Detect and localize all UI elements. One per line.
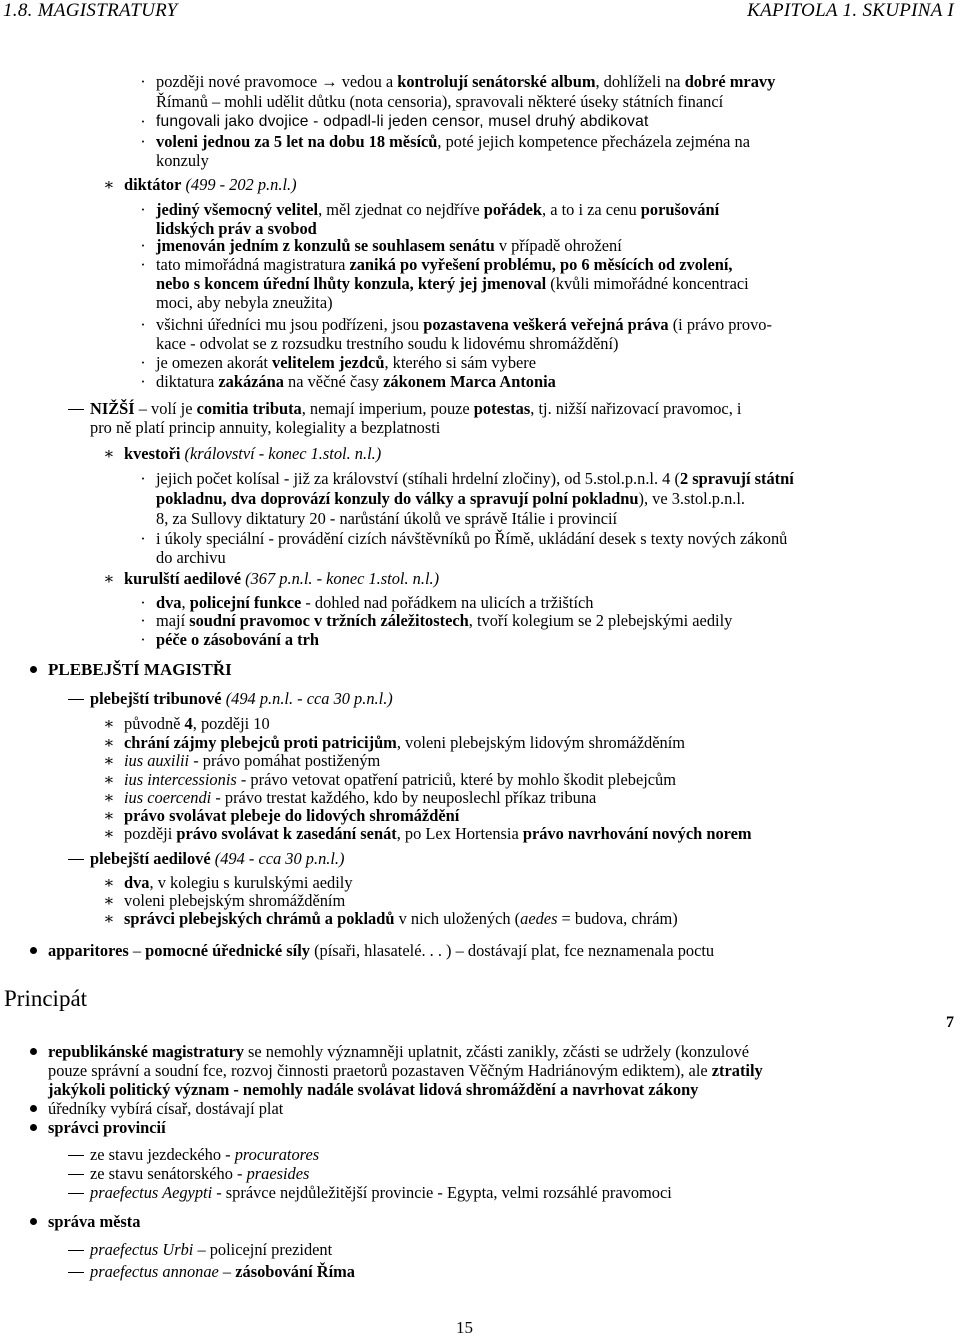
- bullet-marker: [30, 1105, 37, 1112]
- dot-marker: [137, 529, 149, 548]
- margin-number: 7: [946, 1014, 954, 1031]
- text-line: lidských práv a svobod: [156, 219, 317, 238]
- text-line: jediný všemocný velitel, měl zjednat co nejdříve pořádek, a to i za cenu porušování: [156, 200, 720, 219]
- text-line: ius auxilii - právo pomáhat postiženým: [124, 751, 381, 770]
- asterisk-marker: [103, 770, 115, 789]
- text-line: později nové pravomoce → vedou a kontrolují senátorské album, dohlíželi na dobré mravy: [156, 72, 776, 91]
- text-line: Římanů – mohli udělit důtku (nota censoria), spravovali některé úseky státních financí: [156, 92, 724, 111]
- text-line: je omezen akorát velitelem jezdců, kterého si sám vybere: [156, 353, 537, 372]
- text-line: voleni jednou za 5 let na dobu 18 měsíců, poté jejich kompetence přecházela zejména na: [156, 132, 751, 151]
- text-line: konzuly: [156, 151, 209, 170]
- dot-marker: [137, 315, 149, 334]
- text-line: všichni úředníci mu jsou podřízeni, jsou pozastavena veškerá veřejná práva (i právo provo-: [156, 315, 772, 334]
- text-line: apparitores – pomocné úřednické síly (písaři, hlasatelé. . . ) – dostávají plat, fce neznamenala poctu: [48, 941, 715, 960]
- dash-marker: [68, 1193, 84, 1194]
- subheading-kurulsti-aedilove: kurulští aedilové (367 p.n.l. - konec 1.stol. n.l.): [124, 569, 440, 588]
- asterisk-marker: [103, 788, 115, 807]
- dash-marker: [68, 1272, 84, 1273]
- subheading-kvestori: kvestoři (království - konec 1.stol. n.l.): [124, 444, 382, 463]
- subheading-tribunove: plebejští tribunové (494 p.n.l. - cca 30 p.n.l.): [90, 689, 393, 708]
- text-line: mají soudní pravomoc v tržních záležitostech, tvoří kolegium se 2 plebejskými aedily: [156, 611, 733, 630]
- asterisk-marker: [103, 733, 115, 752]
- text-line: správci plebejských chrámů a pokladů v nich uložených (aedes = budova, chrám): [124, 909, 678, 928]
- section-heading-plebejsti: PLEBEJŠTÍ MAGISTŘI: [48, 660, 232, 679]
- text-line: ze stavu jezdeckého - procuratores: [90, 1145, 320, 1164]
- page-number: 15: [456, 1318, 473, 1337]
- text-line: dva, v kolegiu s kurulskými aedily: [124, 873, 353, 892]
- text-line: tato mimořádná magistratura zaniká po vyřešení problému, po 6 měsících od zvolení,: [156, 255, 733, 274]
- dot-marker: [137, 593, 149, 612]
- asterisk-marker: [103, 444, 115, 463]
- text-line: pouze správní a soudní fce, rozvoj činnosti praetorů pozastaven Věčným Hadriánovým ediktem), ale ztratily: [48, 1061, 763, 1080]
- dot-marker: [137, 630, 149, 649]
- text-line: chrání zájmy plebejců proti patricijům, voleni plebejským lidovým shromážděním: [124, 733, 686, 752]
- dot-marker: [137, 132, 149, 151]
- text-line: jmenován jedním z konzulů se souhlasem senátu v případě ohrožení: [156, 236, 622, 255]
- text-line: republikánské magistratury se nemohly významněji uplatnit, zčásti zanikly, zčásti se udržely (konzulové: [48, 1042, 750, 1061]
- text-line: diktatura zakázána na věčné časy zákonem Marca Antonia: [156, 372, 556, 391]
- dash-marker: [68, 859, 84, 860]
- bullet-marker: [30, 1048, 37, 1055]
- asterisk-marker: [103, 714, 115, 733]
- asterisk-marker: [103, 569, 115, 588]
- text-line: ius coercendi - právo trestat každého, kdo by neuposlechl příkaz tribuna: [124, 788, 597, 807]
- asterisk-marker: [103, 873, 115, 892]
- dot-marker: [137, 200, 149, 219]
- asterisk-marker: [103, 909, 115, 928]
- text-line: původně 4, později 10: [124, 714, 270, 733]
- asterisk-marker: [103, 175, 115, 194]
- section-title-principat: Principát: [4, 986, 88, 1011]
- asterisk-marker: [103, 824, 115, 843]
- text-line: jakýkoli politický význam - nemohly nadále svolávat lidová shromáždění a navrhovat zákony: [48, 1080, 699, 1099]
- text-line: dva, policejní funkce - dohled nad pořádkem na ulicích a tržištích: [156, 593, 594, 612]
- text-line: správa města: [48, 1212, 141, 1231]
- text-line: fungovali jako dvojice - odpadl-li jeden censor, musel druhý abdikovat: [156, 113, 649, 130]
- dot-marker: [137, 255, 149, 274]
- bullet-marker: [30, 666, 37, 673]
- text-line: moci, aby nebyla zneužita): [156, 293, 333, 312]
- bullet-marker: [30, 1124, 37, 1131]
- running-header-left: 1.8. MAGISTRATURY: [3, 0, 178, 21]
- dot-marker: [137, 611, 149, 630]
- text-line: později právo svolávat k zasedání senát, po Lex Hortensia právo navrhování nových norem: [124, 824, 752, 843]
- dash-marker: [68, 409, 84, 410]
- text-line: pro ně platí princip annuity, kolegiality a bezplatnosti: [90, 418, 441, 437]
- bullet-marker: [30, 1218, 37, 1225]
- text-line: jejich počet kolísal - již za království (stíhali hrdelní zločiny), od 5.stol.p.n.l. 4 (2 spravují státní: [156, 469, 794, 488]
- asterisk-marker: [103, 751, 115, 770]
- dot-marker: [137, 353, 149, 372]
- text-line: nebo s koncem úřední lhůty konzula, který jej jmenoval (kvůli mimořádné koncentraci: [156, 274, 749, 293]
- dash-marker: [68, 1174, 84, 1175]
- text-line: právo svolávat plebeje do lidových shromáždění: [124, 806, 460, 825]
- text-line: praefectus Urbi – policejní prezident: [90, 1240, 333, 1259]
- text-line: péče o zásobování a trh: [156, 630, 319, 649]
- bullet-marker: [30, 947, 37, 954]
- subheading-diktator: diktátor (499 - 202 p.n.l.): [124, 175, 297, 194]
- asterisk-marker: [103, 891, 115, 910]
- text-line: ze stavu senátorského - praesides: [90, 1164, 310, 1183]
- dot-marker: [137, 236, 149, 255]
- dot-marker: [137, 372, 149, 391]
- running-header-right: KAPITOLA 1. SKUPINA I: [747, 0, 954, 21]
- text-line: kace - odvolat se z rozsudku trestního soudu k lidovému shromáždění): [156, 334, 619, 353]
- text-line: i úkoly speciální - provádění cizích návštěvníků po Římě, ukládání desek s texty nových zákonů: [156, 529, 788, 548]
- text-line: praefectus Aegypti - správce nejdůležitější provincie - Egypta, velmi rozsáhlé pravomoci: [90, 1183, 672, 1202]
- subheading-plebejsti-aedilove: plebejští aedilové (494 - cca 30 p.n.l.): [90, 849, 345, 868]
- text-line: praefectus annonae – zásobování Říma: [90, 1262, 355, 1281]
- text-line: do archivu: [156, 548, 226, 567]
- text-line: správci provincií: [48, 1118, 166, 1137]
- text-line: 8, za Sullovy diktatury 20 - narůstání úkolů ve správě Itálie i provincií: [156, 509, 618, 528]
- dot-marker: [137, 72, 149, 91]
- text-line: pokladnu, dva doprovází konzuly do války a spravují polní pokladnu), ve 3.stol.p.n.l.: [156, 489, 746, 508]
- asterisk-marker: [103, 806, 115, 825]
- text-line: ius intercessionis - právo vetovat opatření patriciů, které by mohlo škodit plebejcům: [124, 770, 676, 789]
- dot-marker: [137, 469, 149, 488]
- dash-marker: [68, 1250, 84, 1251]
- dash-marker: [68, 699, 84, 700]
- dot-marker: [137, 112, 149, 131]
- dash-marker: [68, 1155, 84, 1156]
- text-line: NIŽŠÍ – volí je comitia tributa, nemají imperium, pouze potestas, tj. nižší nařizovací pravomoc, i: [90, 399, 742, 418]
- text-line: voleni plebejským shromážděním: [124, 891, 346, 910]
- text-line: úředníky vybírá císař, dostávají plat: [48, 1099, 284, 1118]
